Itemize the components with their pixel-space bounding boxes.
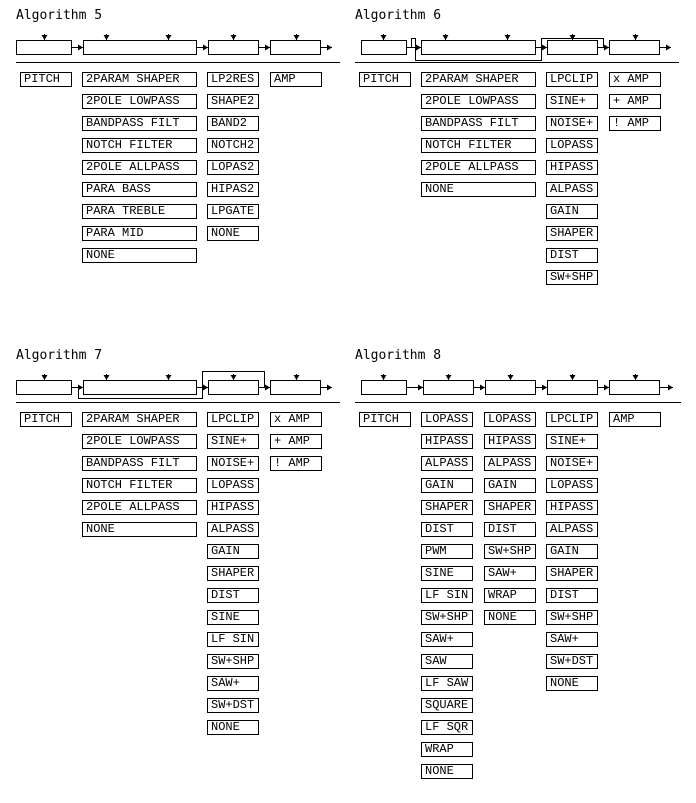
module-option[interactable]: LOPASS [207,478,259,493]
module-option[interactable]: x AMP [270,412,322,427]
module-option[interactable]: NONE [546,676,598,691]
module-option[interactable]: ALPASS [546,182,598,197]
module-option[interactable]: SQUARE [421,698,473,713]
module-option[interactable]: NOTCH FILTER [421,138,536,153]
module-option[interactable]: SW+DST [546,654,598,669]
module-option[interactable]: x AMP [609,72,661,87]
module-option[interactable]: PARA TREBLE [82,204,197,219]
module-option[interactable]: DIST [207,588,259,603]
module-option[interactable]: NONE [484,610,536,625]
algorithm-5-panel [16,8,356,278]
module-option[interactable]: GAIN [546,544,598,559]
module-option[interactable]: SINE [421,566,473,581]
module-option[interactable]: ! AMP [270,456,322,471]
module-option[interactable]: LPCLIP [546,72,598,87]
module-option[interactable]: SAW [421,654,473,669]
module-option[interactable]: SW+SHP [207,654,259,669]
module-option[interactable]: SINE+ [207,434,259,449]
algorithm-title: Algorithm 7 [16,348,103,363]
module-option[interactable]: 2PARAM SHAPER [82,72,197,87]
module-option[interactable]: ALPASS [546,522,598,537]
module-option[interactable]: AMP [270,72,322,87]
module-option[interactable]: SW+SHP [546,270,598,285]
module-option[interactable]: NONE [421,182,536,197]
module-option[interactable]: LF SIN [421,588,473,603]
module-option[interactable]: GAIN [207,544,259,559]
module-option[interactable]: LOPASS [546,478,598,493]
module-option[interactable]: SHAPER [207,566,259,581]
module-option[interactable]: NOISE+ [546,116,598,131]
module-option[interactable]: + AMP [609,94,661,109]
module-option[interactable]: 2POLE LOWPASS [82,94,197,109]
module-option[interactable]: ALPASS [484,456,536,471]
module-option[interactable]: LF SAW [421,676,473,691]
module-option[interactable]: LOPAS2 [207,160,259,175]
module-option[interactable]: PITCH [20,412,72,427]
module-option[interactable]: 2PARAM SHAPER [82,412,197,427]
module-option[interactable]: LF SIN [207,632,259,647]
module-option[interactable]: SHAPER [546,226,598,241]
algorithm-7-panel [16,348,356,758]
module-option[interactable]: SHAPER [546,566,598,581]
module-option[interactable]: SW+DST [207,698,259,713]
module-option[interactable]: LOPASS [484,412,536,427]
module-option[interactable]: WRAP [484,588,536,603]
module-option[interactable]: NOTCH2 [207,138,259,153]
module-option[interactable]: NOISE+ [546,456,598,471]
module-option[interactable]: SAW+ [421,632,473,647]
algorithm-8-panel [355,348,695,798]
signal-chain-diagram [16,368,341,408]
module-option[interactable]: GAIN [546,204,598,219]
module-option[interactable]: GAIN [484,478,536,493]
module-option[interactable]: ALPASS [421,456,473,471]
module-option[interactable]: BAND2 [207,116,259,131]
module-option[interactable]: SINE+ [546,434,598,449]
module-option[interactable]: LPCLIP [546,412,598,427]
module-option[interactable]: PARA MID [82,226,197,241]
module-option[interactable]: PITCH [359,72,411,87]
module-option[interactable]: DIST [546,588,598,603]
signal-chain-diagram [355,28,680,68]
signal-chain-diagram [355,368,685,408]
module-option[interactable]: SW+SHP [421,610,473,625]
module-option[interactable]: GAIN [421,478,473,493]
module-option[interactable]: NOISE+ [207,456,259,471]
module-option[interactable]: ! AMP [609,116,661,131]
module-option[interactable]: DIST [484,522,536,537]
module-option[interactable]: NONE [421,764,473,779]
module-option[interactable]: SW+SHP [484,544,536,559]
module-option[interactable]: SHAPER [484,500,536,515]
signal-chain-diagram [16,28,341,68]
module-option[interactable]: LPCLIP [207,412,259,427]
module-option[interactable]: WRAP [421,742,473,757]
module-option[interactable]: AMP [609,412,661,427]
module-option[interactable]: 2POLE ALLPASS [421,160,536,175]
module-option[interactable]: DIST [546,248,598,263]
module-option[interactable]: 2POLE ALLPASS [82,500,197,515]
module-option[interactable]: SAW+ [207,676,259,691]
module-option[interactable]: NOTCH FILTER [82,478,197,493]
module-option[interactable]: LF SQR [421,720,473,735]
module-option[interactable]: SHAPE2 [207,94,259,109]
module-option[interactable]: SHAPER [421,500,473,515]
algorithm-title: Algorithm 5 [16,8,103,23]
module-option[interactable]: SAW+ [484,566,536,581]
module-option[interactable]: PWM [421,544,473,559]
module-option[interactable]: HIPAS2 [207,182,259,197]
module-option[interactable]: SW+SHP [546,610,598,625]
module-option[interactable]: LPGATE [207,204,259,219]
module-option[interactable]: SINE+ [546,94,598,109]
module-option[interactable]: HIPASS [421,434,473,449]
module-option[interactable]: ALPASS [207,522,259,537]
module-option[interactable]: HIPASS [484,434,536,449]
module-option[interactable]: 2PARAM SHAPER [421,72,536,87]
module-option[interactable]: NONE [207,720,259,735]
module-option[interactable]: 2POLE ALLPASS [82,160,197,175]
module-option[interactable]: 2POLE LOWPASS [421,94,536,109]
algorithm-title: Algorithm 6 [355,8,442,23]
module-option[interactable]: + AMP [270,434,322,449]
module-option[interactable]: LOPASS [546,138,598,153]
module-option[interactable]: LOPASS [421,412,473,427]
module-option[interactable]: NOTCH FILTER [82,138,197,153]
module-option[interactable]: PITCH [20,72,72,87]
module-option[interactable]: SINE [207,610,259,625]
module-option[interactable]: SAW+ [546,632,598,647]
module-option[interactable]: HIPASS [207,500,259,515]
module-option[interactable]: PARA BASS [82,182,197,197]
module-option[interactable]: DIST [421,522,473,537]
algorithm-title: Algorithm 8 [355,348,442,363]
module-option[interactable]: PITCH [359,412,411,427]
algorithm-6-panel [355,8,695,288]
module-option[interactable]: BANDPASS FILT [82,116,197,131]
module-option[interactable]: NONE [82,522,197,537]
module-option[interactable]: HIPASS [546,160,598,175]
module-option[interactable]: BANDPASS FILT [421,116,536,131]
module-option[interactable]: LP2RES [207,72,259,87]
module-option[interactable]: BANDPASS FILT [82,456,197,471]
module-option[interactable]: HIPASS [546,500,598,515]
module-option[interactable]: NONE [82,248,197,263]
module-option[interactable]: 2POLE LOWPASS [82,434,197,449]
module-option[interactable]: NONE [207,226,259,241]
